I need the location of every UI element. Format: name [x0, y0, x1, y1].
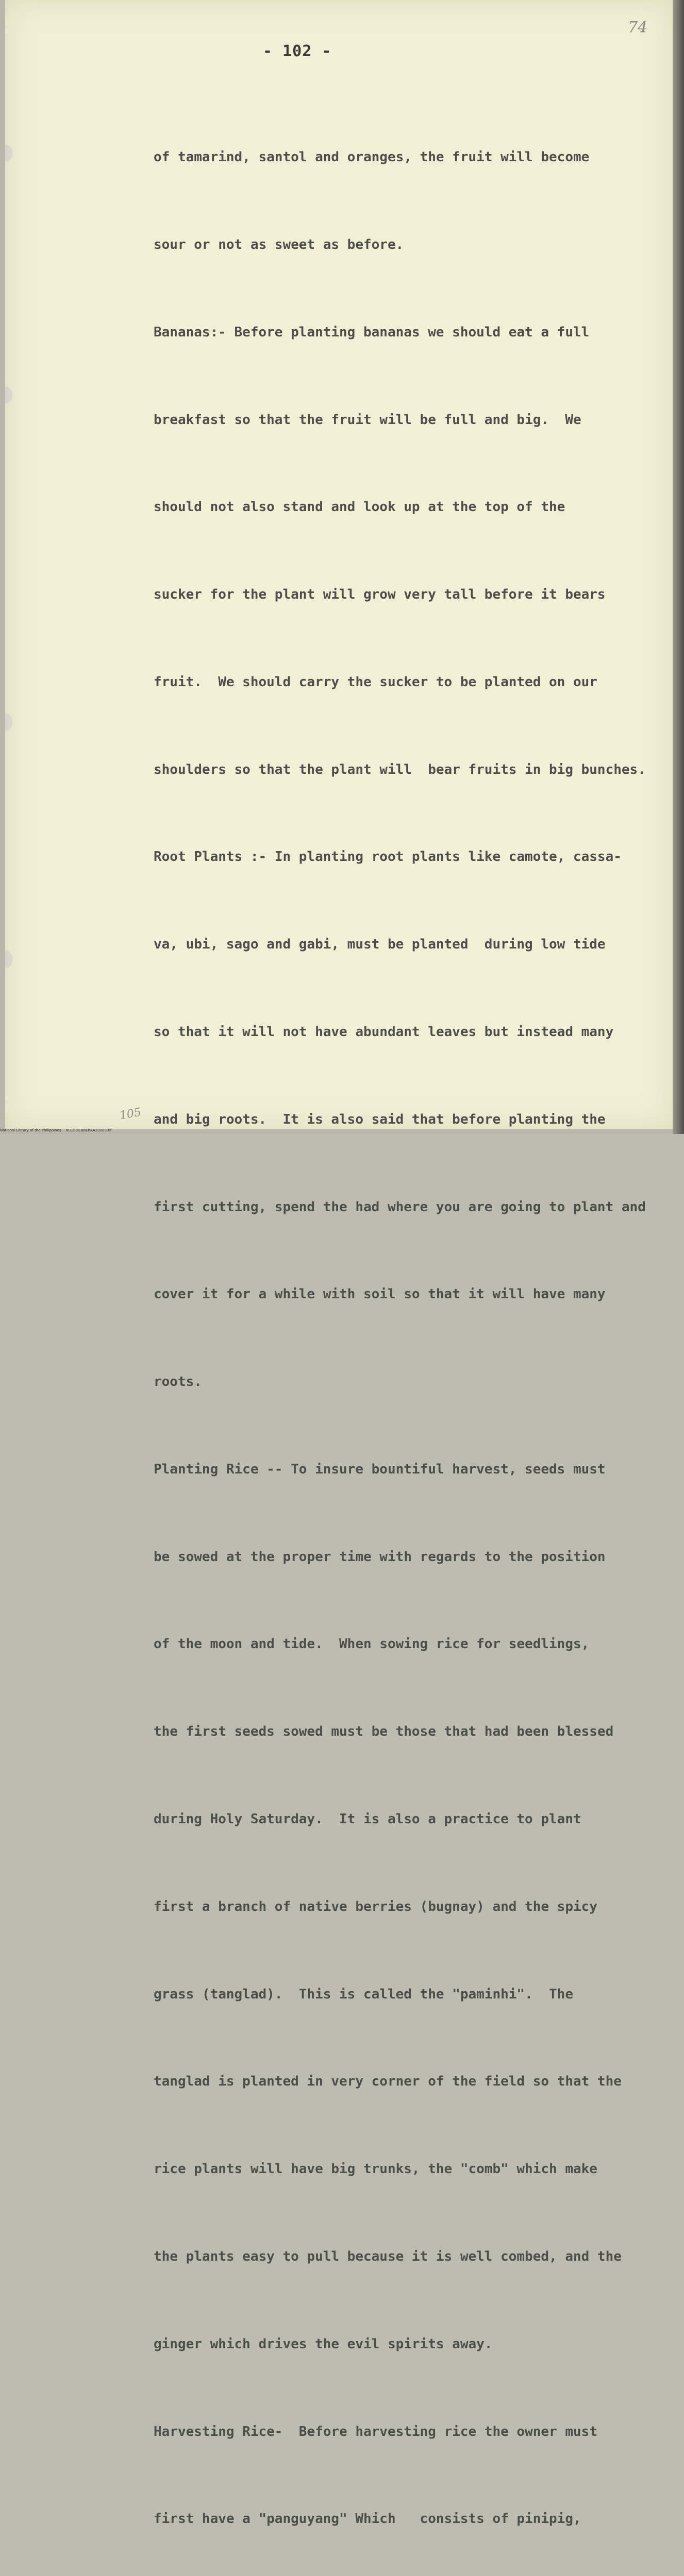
- punch-hole: [5, 714, 12, 731]
- page-edge-shadow: [673, 0, 684, 1134]
- text-line: and big roots. It is also said that before planting the: [154, 1111, 606, 1127]
- text-line: Harvesting Rice- Before harvesting rice the owner must: [154, 2424, 597, 2439]
- text-line: so that it will not have abundant leaves but instead many: [154, 1024, 614, 1040]
- text-line: fruit. We should carry the sucker to be planted on our: [154, 674, 597, 690]
- text-line: va, ubi, sago and gabi, must be planted during low tide: [154, 937, 606, 953]
- text-line: during Holy Saturday. It is also a practice to plant: [154, 1811, 581, 1827]
- handwritten-page-mark: 74: [628, 19, 648, 37]
- text-line: sucker for the plant will grow very tall before it bears: [154, 587, 606, 603]
- text-line: of tamarind, santol and oranges, the fruit will become: [154, 149, 590, 165]
- punch-hole: [5, 951, 12, 968]
- text-line: should not also stand and look up at the top of the: [154, 499, 565, 515]
- text-line: the plants easy to pull because it is well combed, and the: [154, 2248, 622, 2264]
- handwritten-margin-mark: 105: [119, 1106, 142, 1123]
- text-line: first have a "panguyang" Which consists of pinipig,: [154, 2511, 581, 2527]
- text-line: Planting Rice -- To insure bountiful harvest, seeds must: [154, 1461, 606, 1477]
- text-line: sour or not as sweet as before.: [154, 236, 404, 252]
- typewritten-body: [154, 84, 674, 2576]
- punch-hole: [5, 144, 12, 162]
- scan-footer-caption: National Library of the Philippines HLEOOEBBERAA33103.tif: [0, 1128, 112, 1132]
- text-line: rice plants will have big trunks, the "comb" which make: [154, 2161, 597, 2177]
- text-line: breakfast so that the fruit will be full and big. We: [154, 412, 581, 428]
- text-line: grass (tanglad). This is called the "paminhi". The: [154, 1986, 573, 2002]
- text-line: cover it for a while with soil so that it will have many: [154, 1286, 606, 1302]
- punch-hole: [5, 386, 12, 404]
- text-line: first a branch of native berries (bugnay) and the spicy: [154, 1899, 597, 1914]
- text-line: be sowed at the proper time with regards to the position: [154, 1549, 606, 1565]
- text-line: roots.: [154, 1374, 202, 1390]
- text-line: tanglad is planted in very corner of the field so that the: [154, 2074, 622, 2090]
- text-line: the first seeds sowed must be those that had been blessed: [154, 1724, 614, 1740]
- text-line: ginger which drives the evil spirits away.: [154, 2336, 493, 2352]
- text-line: Bananas:- Before planting bananas we should eat a full: [154, 324, 590, 340]
- text-line: shoulders so that the plant will bear fruits in big bunches.: [154, 761, 646, 777]
- text-line: Root Plants :- In planting root plants like camote, cassa-: [154, 849, 622, 865]
- page-number: - 102 -: [263, 42, 332, 60]
- text-line: first cutting, spend the had where you are going to plant and: [154, 1199, 646, 1215]
- text-line: of the moon and tide. When sowing rice for seedlings,: [154, 1636, 590, 1652]
